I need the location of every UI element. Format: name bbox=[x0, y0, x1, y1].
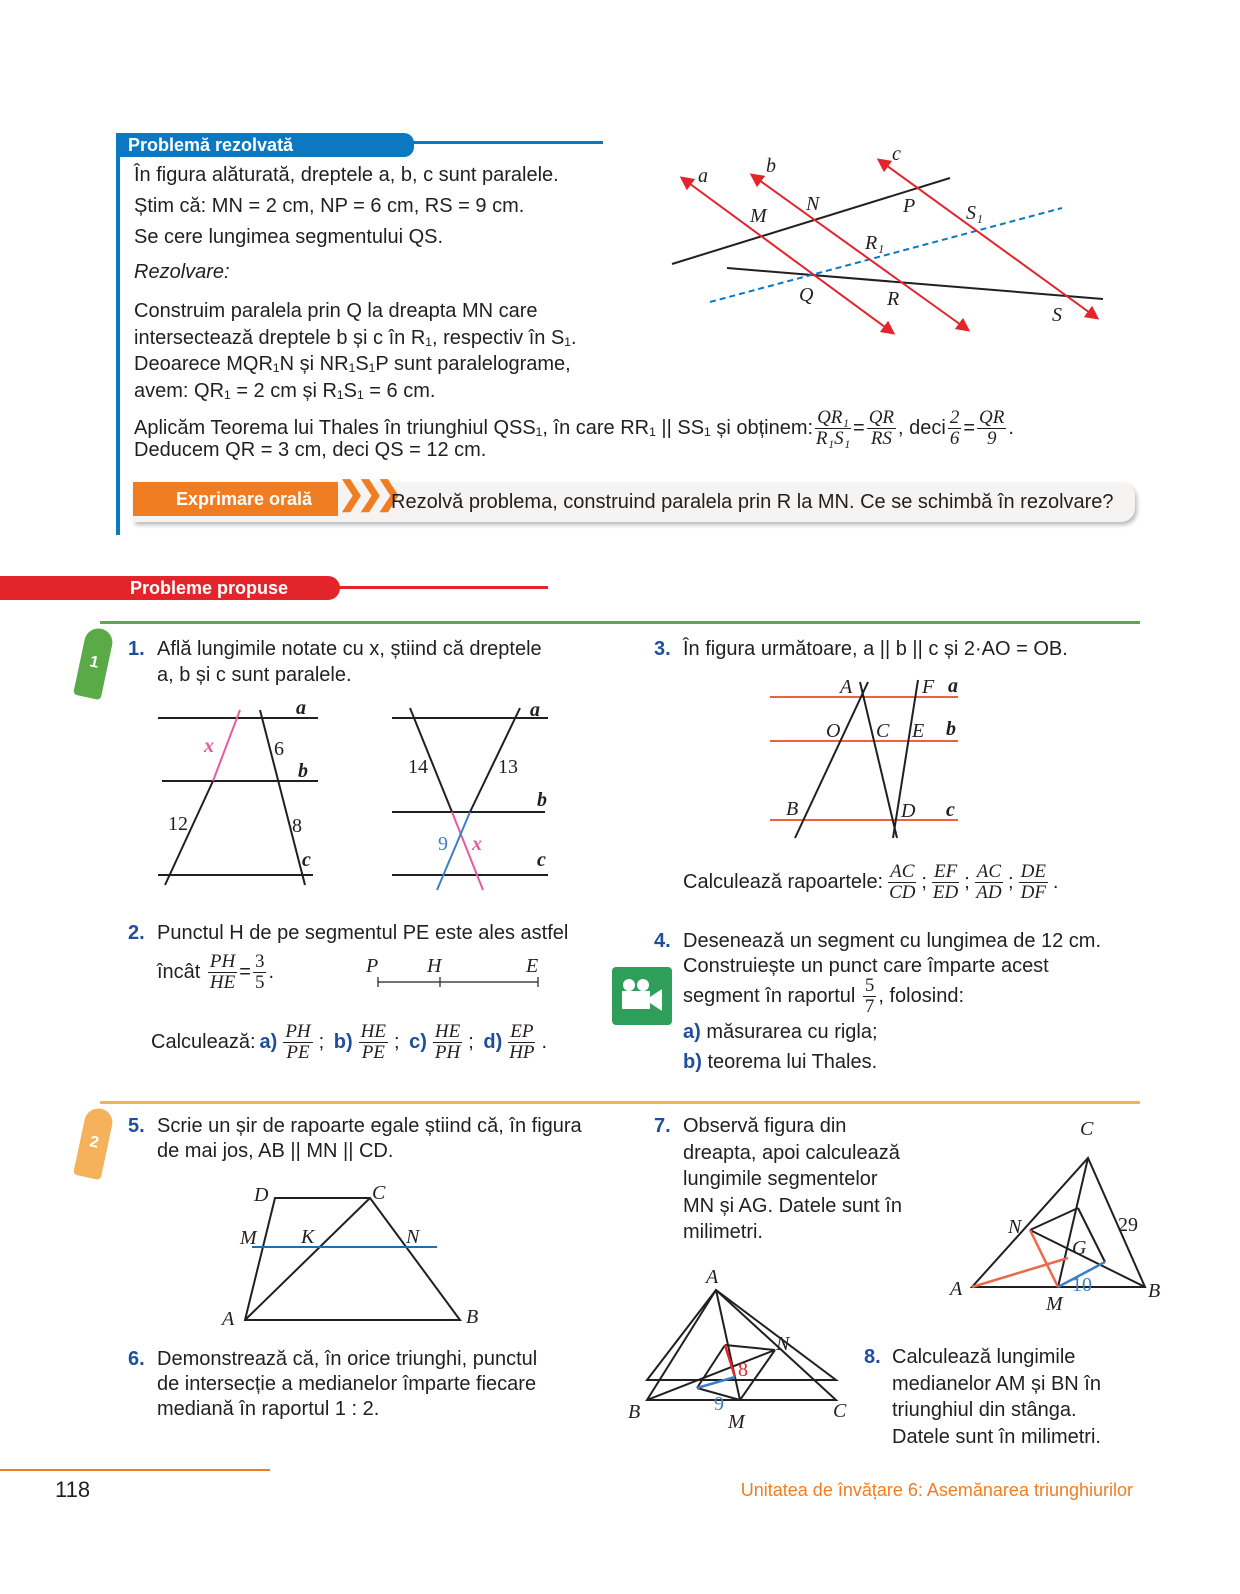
label: S₁ bbox=[966, 202, 983, 224]
problem-text: de intersecție a medianelor împarte fiecare bbox=[157, 1373, 537, 1395]
label: A bbox=[706, 1266, 719, 1288]
label: D bbox=[254, 1184, 269, 1206]
problem-text: Observă figura din bbox=[683, 1115, 847, 1137]
numerator: 5 bbox=[864, 974, 875, 996]
denominator: ED bbox=[932, 881, 959, 903]
p5-figure bbox=[245, 1198, 460, 1320]
label: b bbox=[537, 789, 547, 811]
problem-text: lungimile segmentelor bbox=[683, 1168, 878, 1190]
denominator: 5 bbox=[254, 971, 265, 993]
label: H bbox=[427, 955, 442, 977]
label: C bbox=[1080, 1118, 1094, 1140]
problem-text: Calculează lungimile bbox=[892, 1346, 1076, 1368]
label: N bbox=[776, 1333, 790, 1355]
solution-step: avem: QR₁ = 2 cm și R₁S₁ = 6 cm. bbox=[134, 380, 436, 402]
numerator: EF bbox=[933, 860, 958, 882]
label: a bbox=[698, 165, 708, 187]
item-label: d) bbox=[483, 1031, 503, 1053]
label: 8 bbox=[292, 815, 302, 837]
solution-heading: Rezolvare: bbox=[134, 261, 230, 283]
solved-line: În figura alăturată, dreptele a, b, c sunt paralele. bbox=[134, 164, 559, 186]
incat-text: încât bbox=[157, 961, 201, 983]
label: K bbox=[301, 1226, 315, 1248]
item-label: b) bbox=[683, 1051, 702, 1073]
numerator: DE bbox=[1020, 860, 1046, 882]
denominator: R₁S₁ bbox=[815, 427, 851, 449]
item-label: a) bbox=[259, 1031, 278, 1053]
text: segment în raportul bbox=[683, 985, 856, 1007]
calc-label: Calculează rapoartele: bbox=[683, 871, 884, 893]
denominator: HP bbox=[509, 1041, 535, 1063]
problem-text: Demonstrează că, în orice triunghi, punctul bbox=[157, 1348, 538, 1370]
numerator: 3 bbox=[254, 950, 265, 972]
label: b bbox=[298, 760, 308, 782]
problem-number: 7. bbox=[654, 1115, 671, 1137]
label: Q bbox=[799, 284, 814, 306]
numerator: QR bbox=[868, 406, 895, 428]
denominator: 9 bbox=[986, 427, 997, 449]
label: M bbox=[728, 1411, 745, 1433]
label: N bbox=[806, 193, 820, 215]
label: a bbox=[296, 697, 306, 719]
label: 8 bbox=[738, 1359, 748, 1381]
solution-step: Construim paralela prin Q la dreapta MN care bbox=[134, 300, 538, 322]
solution-step: intersectează dreptele b și c în R₁, respectiv în S₁. bbox=[134, 327, 577, 349]
equals: = bbox=[239, 961, 251, 983]
label: 10 bbox=[1072, 1274, 1092, 1296]
label: c bbox=[892, 143, 901, 165]
numerator: QR₁ bbox=[817, 406, 850, 428]
numerator: AC bbox=[890, 860, 915, 882]
problem-text: Datele sunt în milimetri. bbox=[892, 1426, 1101, 1448]
label: C bbox=[833, 1400, 847, 1422]
deci-text: , deci bbox=[898, 417, 946, 439]
label: M bbox=[1046, 1293, 1063, 1315]
problem-text: de mai jos, AB || MN || CD. bbox=[157, 1140, 394, 1162]
label: x bbox=[204, 735, 214, 757]
conclusion: Deducem QR = 3 cm, deci QS = 12 cm. bbox=[134, 439, 487, 461]
label: A bbox=[840, 676, 853, 698]
numerator: HE bbox=[434, 1020, 461, 1042]
thales-line: Aplicăm Teorema lui Thales în triunghiul QSS₁, în care RR₁ || SS₁ și obținem: $\frac{\text{QR₁}}{\text{R₁S₁}}$ = $\frac{QR}{RS}$ , deci $\frac{2}{6}$ = $\frac{QR}{9}$ . bbox=[134, 406, 1014, 449]
label: R bbox=[887, 288, 900, 310]
denominator: HE bbox=[209, 971, 236, 993]
problem-number: 4. bbox=[654, 930, 671, 952]
label: P bbox=[903, 195, 916, 217]
problem-number: 8. bbox=[864, 1346, 881, 1368]
p8-figure bbox=[647, 1290, 836, 1400]
item-label: a) bbox=[683, 1021, 701, 1043]
label: x bbox=[472, 833, 482, 855]
label: A bbox=[222, 1308, 235, 1330]
label: 9 bbox=[438, 833, 448, 855]
problem-text: Construiește un punct care împarte acest bbox=[683, 955, 1049, 977]
solution-step: Deoarece MQR₁N și NR₁S₁P sunt paralelograme, bbox=[134, 353, 571, 375]
denominator: 6 bbox=[949, 427, 960, 449]
label: b bbox=[946, 718, 956, 740]
problem-text: Punctul H de pe segmentul PE este ales astfel bbox=[157, 922, 569, 944]
label: 6 bbox=[274, 738, 284, 760]
transversal bbox=[260, 710, 305, 885]
problem-text: În figura următoare, a || b || c și 2·AO = OB. bbox=[683, 638, 1068, 660]
problem-number: 3. bbox=[654, 638, 671, 660]
label: B bbox=[1148, 1280, 1161, 1302]
problem-text: a, b și c sunt paralele. bbox=[157, 664, 352, 686]
solved-line: Se cere lungimea segmentului QS. bbox=[134, 226, 444, 248]
text: , folosind: bbox=[878, 985, 964, 1007]
label: a bbox=[530, 699, 540, 721]
p1-left-figure bbox=[158, 710, 318, 885]
numerator: PH bbox=[209, 950, 236, 972]
solved-figure bbox=[672, 143, 1103, 333]
solved-header-title: Problemă rezolvată bbox=[128, 135, 294, 155]
unit-title: Unitatea de învățare 6: Asemănarea triunghiurilor bbox=[740, 1480, 1133, 1500]
denominator: DF bbox=[1020, 881, 1046, 903]
label: 9 bbox=[714, 1393, 724, 1415]
label: M bbox=[240, 1227, 257, 1249]
denominator: CD bbox=[889, 881, 916, 903]
denominator: PE bbox=[361, 1041, 385, 1063]
label: c bbox=[537, 849, 546, 871]
oral-question: Rezolvă problema, construind paralela prin R la MN. Ce se schimbă în rezolvare? bbox=[391, 491, 1114, 513]
label: N bbox=[1008, 1216, 1022, 1238]
numerator: AC bbox=[976, 860, 1002, 882]
problem-text: dreapta, apoi calculează bbox=[683, 1142, 900, 1164]
label: B bbox=[628, 1401, 641, 1423]
label: P bbox=[366, 955, 379, 977]
problem-number: 1. bbox=[128, 638, 145, 660]
label: c bbox=[946, 799, 955, 821]
page-number: 118 bbox=[55, 1477, 91, 1502]
numerator: 2 bbox=[949, 406, 960, 428]
numerator: EP bbox=[510, 1020, 534, 1042]
problem-number: 6. bbox=[128, 1348, 145, 1370]
label: 29 bbox=[1118, 1214, 1138, 1236]
problem-number: 5. bbox=[128, 1115, 145, 1137]
denominator: AD bbox=[976, 881, 1002, 903]
label: b bbox=[766, 155, 776, 177]
label: 12 bbox=[168, 813, 188, 835]
problem-text: încât $\frac{PH}{HE}$ = $\frac{3}{5}$ . bbox=[157, 950, 274, 993]
ratios-row: Calculează rapoartele: $\frac{AC}{CD}$ ; $\frac{EF}{ED}$ ; $\frac{AC}{AD}$ ; $\frac{DE}{DF}$ . bbox=[683, 860, 1059, 903]
label: a bbox=[948, 675, 958, 697]
label: G bbox=[1072, 1237, 1087, 1259]
label: A bbox=[950, 1278, 963, 1300]
label: c bbox=[302, 849, 311, 871]
item-label: c) bbox=[409, 1031, 427, 1053]
level1-pencil-icon: 1 bbox=[73, 626, 115, 700]
problem-text: medianelor AM și BN în bbox=[892, 1373, 1101, 1395]
p2-segment bbox=[378, 977, 538, 987]
level2-pencil-icon: 2 bbox=[73, 1106, 115, 1180]
problem-text: Scrie un șir de rapoarte egale știind că, în figura bbox=[157, 1115, 582, 1137]
item-text: teorema lui Thales. bbox=[707, 1051, 878, 1073]
label: B bbox=[466, 1306, 479, 1328]
line-MN bbox=[672, 178, 950, 264]
numerator: QR bbox=[979, 406, 1005, 428]
problem-text: mediană în raportul 1 : 2. bbox=[157, 1398, 380, 1420]
line-QR bbox=[727, 268, 1103, 299]
calc-label: Calculează: bbox=[151, 1031, 256, 1053]
calc-row: Calculează: a) $\frac{PH}{PE}$ ; b) $\frac{HE}{PE}$ ; c) $\frac{HE}{PH}$ ; d) $\frac{EP}{HP}$ . bbox=[151, 1020, 548, 1063]
line-c bbox=[879, 160, 1097, 318]
label: S bbox=[1052, 304, 1062, 326]
label: 14 bbox=[408, 756, 428, 778]
item-label: b) bbox=[333, 1031, 353, 1053]
problem-text: milimetri. bbox=[683, 1221, 763, 1243]
denominator: PE bbox=[286, 1041, 310, 1063]
p1-right-figure bbox=[392, 708, 548, 890]
item-text: măsurarea cu rigla; bbox=[706, 1021, 878, 1043]
thales-text: Aplicăm Teorema lui Thales în triunghiul QSS₁, în care RR₁ || SS₁ și obținem: bbox=[134, 417, 814, 439]
label: D bbox=[901, 800, 916, 822]
label: 13 bbox=[498, 756, 518, 778]
label: O bbox=[826, 720, 841, 742]
segment-x bbox=[213, 710, 240, 781]
numerator: HE bbox=[360, 1020, 386, 1042]
chevrons-icon: ❯❯❯ bbox=[338, 475, 395, 511]
label: F bbox=[922, 676, 935, 698]
label: N bbox=[406, 1226, 420, 1248]
label: M bbox=[750, 205, 767, 227]
problem-text: Află lungimile notate cu x, știind că dreptele bbox=[157, 638, 542, 660]
label: E bbox=[526, 955, 539, 977]
problem-text: triunghiul din stânga. bbox=[892, 1399, 1077, 1421]
oral-label: Exprimare orală bbox=[176, 489, 313, 509]
numerator: PH bbox=[285, 1020, 311, 1042]
solved-line: Știm că: MN = 2 cm, NP = 6 cm, RS = 9 cm. bbox=[134, 195, 525, 217]
label: E bbox=[912, 720, 925, 742]
label: B bbox=[786, 798, 799, 820]
denominator: PH bbox=[434, 1041, 461, 1063]
denominator: RS bbox=[870, 427, 892, 449]
denominator: 7 bbox=[864, 995, 875, 1017]
problem-number: 2. bbox=[128, 922, 145, 944]
problem-text: Desenează un segment cu lungimea de 12 cm. bbox=[683, 930, 1102, 952]
label: C bbox=[372, 1182, 386, 1204]
label: R₁ bbox=[865, 232, 885, 254]
problem-text: MN și AG. Datele sunt în bbox=[683, 1195, 902, 1217]
label: C bbox=[876, 720, 890, 742]
proposed-title: Probleme propuse bbox=[130, 578, 289, 598]
